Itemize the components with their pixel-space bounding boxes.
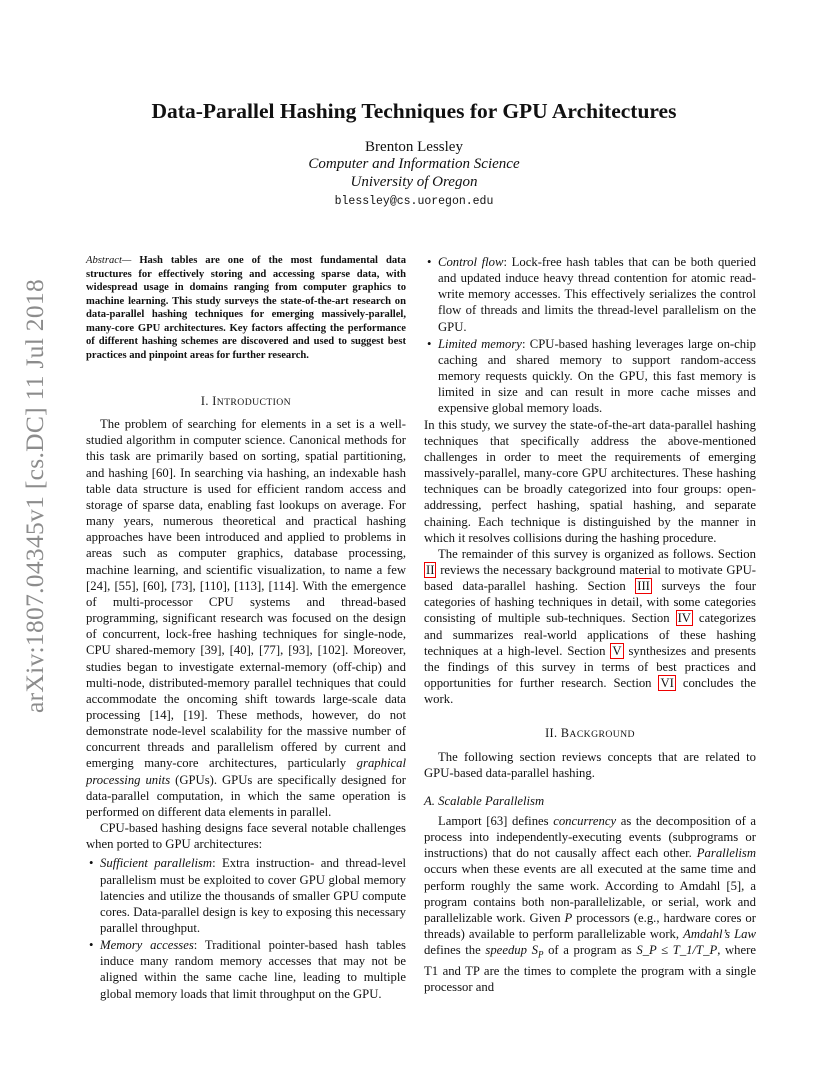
arxiv-identifier: arXiv:1807.04345v1 [cs.DC] 11 Jul 2018 (20, 278, 49, 714)
author-department: Computer and Information Science (308, 156, 520, 172)
section-heading-introduction: I. INTRODUCTION (200, 394, 292, 408)
abstract-text: Hash tables are one of the most fundamental data structures for effectively storing and accessing sparse data, with widespread usage in domains ranging from computer graphics to machine learning. This study surveys the state-of-the-art research on data-parallel hashing techniques for emerging massively-parallel, many-core GPU architectures. Key factors affecting the performance of different hashing schemes are discovered and used to suggest best practices and pinpoint areas for further research. (86, 255, 406, 361)
author-name: Brenton Lessley (365, 139, 463, 155)
intro-paragraph-2: CPU-based hashing designs face several notable challenges when ported to GPU architectures: (86, 821, 406, 852)
abstract-label: Abstract (86, 255, 122, 266)
author-email[interactable]: blessley@cs.uoregon.edu (334, 195, 494, 208)
author-university: University of Oregon (350, 174, 478, 190)
list-item: • Limited memory: CPU-based hashing leverages large on-chip caching and shared memory to support random-access memory requests quickly. On the GPU, this fast memory is limited in size and can result in more cache misses and expensive global memory loads. (438, 336, 756, 417)
abstract: Abstract— Hash tables are one of the most fundamental data structures for effectively storing and accessing sparse data, with widespread usage in domains ranging from computer graphics to machine learning. This study surveys the state-of-the-art research on data-parallel hashing techniques for emerging massively-parallel, many-core GPU architectures. Key factors affecting the performance of different hashing schemes are discovered and used to suggest best practices and pinpoint areas for further research. (86, 255, 406, 361)
section-heading-background: II. BACKGROUND (545, 726, 635, 741)
list-item: • Memory accesses: Traditional pointer-based hash tables induce many random memory accesses that may not be aligned within the same cache line, leading to multiple global memory loads that limit throughput on the GPU. (100, 937, 406, 1002)
paper-title: Data-Parallel Hashing Techniques for GPU Architectures (151, 99, 677, 123)
left-column (86, 254, 406, 1002)
section-link-iii[interactable]: III (637, 579, 650, 594)
section-link-ii[interactable]: II (426, 562, 435, 577)
intro-paragraph-4: The remainder of this survey is organized as follows. Section II reviews the necessary background material to motivate GPU-based data-parallel hashing. Section III surveys the four categories of hashing techniques in detail, with some categories consisting of multiple sub-techniques. Section IV categorizes and summarizes real-world applications of these hashing techniques at a high-level. Section V synthesizes and presents the findings of this survey in terms of best practices and opportunities for further research. Section VI concludes the work. (424, 546, 757, 707)
intro-paragraph-1: The problem of searching for elements in a set is a well-studied algorithm in computer science. Canonical methods for this task are primarily based on sorting, spatial partitioning, and hashing [60]. In searching via hashing, an indexable hash table data structure is used for efficient random access and storage of sparse data, enabling fast lookups on average. For many years, numerous theoretical and practical hashing approaches have been introduced and applied to problems in areas such as computer graphics, database processing, machine learning, and scientific visualization, to name a few [24], [55], [60], [73], [110], [113], [114]. With the emergence of multi-processor CPU systems and thread-based programming, significant research was focused on the design of concurrent, lock-free hashing techniques for single-node, CPU shared-memory [39], [40], [77], [93], [102]. Moreover, studies began to investigate external-memory (off-chip) and multi-node, distributed-memory parallel techniques that could accommodate the oncoming shift towards large-scale data processing [14], [19]. These methods, however, do not demonstrate node-level scalability for the massive number of concurrent threads and parallelism offered by current and emerging many-core architectures, particularly graphical processing units (GPUs). GPUs are specifically designed for data-parallel computation, in which the same operation is performed on different data elements in parallel. (86, 417, 407, 819)
background-paragraph-2: Lamport [63] defines concurrency as the decomposition of a process into independently-executing events (subprograms or instructions) that do not causally affect each other. Parallelism occurs when these events are all executed at the same time and perform roughly the same work. According to Amdahl [5], a program contains both non-parallelizable, or serial, work and parallelizable work. Given P processors (e.g., hardware cores or threads) available to perform parallelizable work, Amdahl’s Law defines the speedup $S_P$ of a program as S_P ≤ T_1/T_P, where T1 and TP are the times to complete the program with a single processor and (424, 814, 756, 995)
challenge-list-continued (424, 254, 756, 417)
section-link-v[interactable]: V (612, 643, 622, 658)
list-item: • Control flow: Lock-free hash tables that can be both queried and updated induce heavy thread contention for atomic read-write memory accesses. This effectively serializes the control flow of threads and limits the thread-level parallelism on the GPU. (438, 254, 756, 335)
right-column (424, 254, 756, 995)
section-link-vi[interactable]: VI (660, 676, 674, 691)
background-paragraph-1: The following section reviews concepts that are related to GPU-based data-parallel hashing. (424, 749, 756, 780)
subsection-heading-scalable-parallelism: A. Scalable Parallelism (424, 793, 545, 808)
arxiv-side-label (20, 278, 50, 714)
list-item: • Sufficient parallelism: Extra instruction- and thread-level parallelism must be exploited to cover GPU global memory latencies and utilize the thousands of smaller GPU compute cores. Data-parallel design is key to exposing this necessary parallel throughput. (100, 855, 406, 936)
challenge-list (86, 855, 406, 1001)
intro-paragraph-3: In this study, we survey the state-of-the-art data-parallel hashing techniques that specifically address the above-mentioned challenges in order to meet the requirements of emerging massively-parallel, many-core GPU architectures. These hashing techniques can be broadly categorized into four groups: open-addressing, perfect hashing, spatial hashing, and separate chaining. Each technique is distinguished by the manner in which it resolves collisions during the hashing procedure. (424, 417, 756, 545)
section-link-iv[interactable]: IV (677, 611, 691, 626)
